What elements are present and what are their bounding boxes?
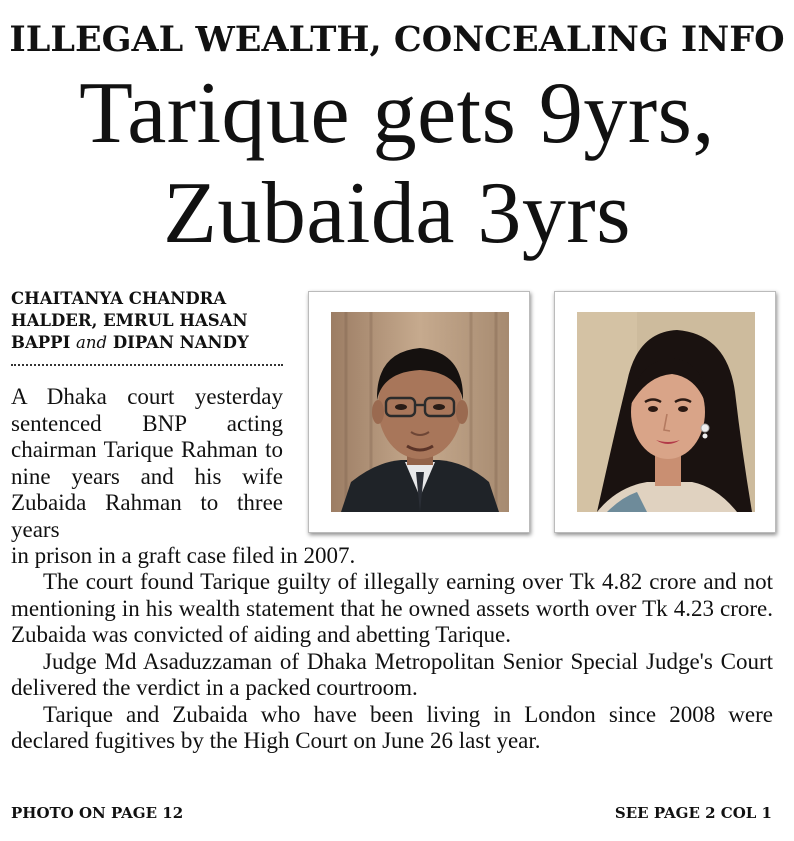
continuation-reference: SEE PAGE 2 COL 1	[614, 804, 772, 822]
article-paragraph-2: Judge Md Asaduzzaman of Dhaka Metropolitan Senior Special Judge's Court delivered the verdict in a packed courtroom.	[11, 648, 773, 700]
headline-line-1: Tarique gets 9yrs,	[79, 65, 715, 162]
byline-authors-2: DIPAN NANDY	[112, 333, 249, 352]
photo-reference: PHOTO ON PAGE 12	[11, 804, 184, 822]
byline-authors-1: CHAITANYA CHANDRA HALDER, EMRUL HASAN BAPPI	[11, 289, 248, 352]
article-lead-narrow: A Dhaka court yesterday sentenced BNP acting chairman Tarique Rahman to nine years and his wife Zubaida Rahman to three years	[11, 384, 283, 542]
portrait-man-image	[331, 312, 509, 512]
kicker-heading: ILLEGAL WEALTH, CONCEALING INFO	[9, 19, 785, 60]
article-lead-continued: in prison in a graft case filed in 2007.	[11, 543, 356, 568]
headline-line-2: Zubaida 3yrs	[163, 165, 631, 262]
byline	[11, 288, 286, 354]
portrait-woman-image	[577, 312, 755, 512]
photo-zubaida	[554, 291, 776, 533]
photo-tarique	[308, 291, 530, 533]
byline-and: and	[76, 333, 108, 352]
article-paragraph-3: Tarique and Zubaida who have been living in London since 2008 were declared fugitives by the High Court on June 26 last year.	[11, 701, 773, 753]
article-paragraph-1: The court found Tarique guilty of illegally earning over Tk 4.82 crore and not mentioning in his wealth statement that he owned assets worth over Tk 4.23 crore. Zubaida was convicted of aiding and abetting Tarique.	[11, 569, 773, 647]
headline	[0, 64, 794, 264]
article-body	[11, 569, 773, 755]
byline-divider	[11, 364, 283, 366]
